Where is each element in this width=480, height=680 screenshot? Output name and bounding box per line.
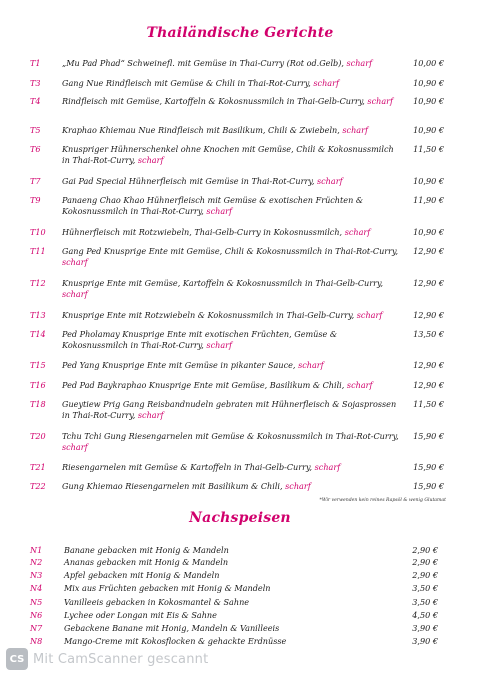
thai-section-title: Thailändische Gerichte [146, 25, 334, 41]
item-price: 12,90 € [413, 360, 444, 370]
item-name: Ananas gebacken mit Honig & Mandeln [64, 557, 229, 567]
item-price: 3,90 € [412, 623, 438, 633]
item-code: N4 [30, 583, 43, 593]
item-description [62, 195, 404, 216]
item-price: 10,00 € [413, 58, 444, 68]
item-price: 12,90 € [413, 246, 444, 256]
item-price: 10,90 € [413, 78, 444, 88]
dessert-section-title: Nachspeisen [189, 510, 291, 526]
item-code: N8 [30, 636, 43, 646]
item-name: Ped Yang Knusprige Ente mit Gemüse in pikanter Sauce, [62, 360, 296, 370]
spicy-label: scharf [346, 58, 373, 68]
item-description [62, 227, 404, 238]
item-price: 15,90 € [413, 462, 444, 472]
spicy-label: scharf [62, 256, 88, 267]
item-price: 4,50 € [412, 610, 438, 620]
item-name: Lychee oder Longan mit Eis & Sahne [64, 610, 217, 620]
item-description [64, 557, 384, 568]
item-name: Knuspriger Hühnerschenkel ohne Knochen mit Gemüse, Chili & Kokosnussmilch in Thai-Rot-Curry, [62, 144, 394, 165]
item-code: T10 [30, 227, 46, 237]
item-name: Ped Pholamay Knusprige Ente mit exotischen Früchten, Gemüse & Kokosnussmilch in Thai-Rot-Curry, [62, 329, 338, 350]
item-price: 11,50 € [413, 144, 444, 154]
item-price: 10,90 € [413, 96, 444, 106]
item-code: T9 [30, 195, 41, 205]
item-price: 15,90 € [413, 481, 444, 491]
item-name: Ped Pad Baykraphao Knusprige Ente mit Gemüse, Basilikum & Chili, [62, 380, 345, 390]
item-price: 3,50 € [412, 597, 438, 607]
spicy-label: scharf [344, 227, 371, 237]
item-description [62, 246, 404, 267]
item-code: T1 [30, 58, 41, 68]
item-description [62, 399, 404, 420]
spicy-label: scharf [356, 310, 383, 320]
item-name: Rindfleisch mit Gemüse, Kartoffeln & Kokosnussmilch in Thai-Gelb-Curry, [62, 96, 365, 106]
item-code: T5 [30, 125, 41, 135]
spicy-label: scharf [137, 409, 164, 420]
item-description [62, 360, 404, 371]
ingredients-note: *Wir verwenden kein reines Rapsöl & wenig Glutamat [319, 498, 446, 503]
item-name: Vanilleeis gebacken in Kokosmantel & Sahne [64, 597, 250, 607]
item-code: T7 [30, 176, 41, 186]
item-price: 11,90 € [413, 195, 444, 205]
item-price: 12,90 € [413, 278, 444, 288]
item-name: Gang Nue Rindfleisch mit Gemüse & Chili in Thai-Rot-Curry, [62, 78, 311, 88]
item-code: T4 [30, 96, 41, 106]
item-price: 10,90 € [413, 176, 444, 186]
spicy-label: scharf [342, 125, 368, 135]
item-price: 3,50 € [412, 583, 438, 593]
item-code: T15 [30, 360, 46, 370]
item-name: Riesengarnelen mit Gemüse & Kartoffeln in Thai-Gelb-Curry, [62, 462, 313, 472]
item-name: Gueytiew Prig Gang Reisbandnudeln gebraten mit Hühnerfleisch & Sojasprossen in Thai-Rot-Curry, [62, 399, 397, 420]
item-code: T18 [30, 399, 46, 409]
item-description [62, 462, 404, 473]
spicy-label: scharf [298, 360, 324, 370]
item-description [62, 310, 404, 321]
camscanner-logo: CS [6, 648, 28, 670]
item-code: T13 [30, 310, 46, 320]
spicy-label: scharf [206, 339, 233, 350]
item-description [62, 125, 404, 136]
item-description [62, 96, 404, 107]
item-description [62, 431, 404, 452]
item-code: N2 [30, 557, 43, 567]
spicy-label: scharf [62, 441, 88, 452]
item-code: N3 [30, 570, 43, 580]
item-name: Gai Pad Special Hühnerfleisch mit Gemüse in Thai-Rot-Curry, [62, 176, 315, 186]
item-description [64, 636, 384, 647]
spicy-label: scharf [285, 481, 311, 491]
item-code: T3 [30, 78, 41, 88]
item-price: 11,50 € [413, 399, 444, 409]
item-code: T16 [30, 380, 46, 390]
spicy-label: scharf [346, 380, 373, 390]
item-description [62, 278, 404, 299]
item-code: T22 [30, 481, 46, 491]
item-description [62, 144, 404, 165]
item-name: Gebackene Banane mit Honig, Mandeln & Vanilleeis [64, 623, 280, 633]
item-name: Gang Ped Knusprige Ente mit Gemüse, Chili & Kokosnussmilch in Thai-Rot-Curry, [62, 246, 399, 256]
item-name: Hühnerfleisch mit Rotzwiebeln, Thai-Gelb-Curry in Kokosnussmilch, [62, 227, 343, 237]
item-description [64, 610, 384, 621]
item-price: 2,90 € [412, 557, 438, 567]
item-price: 10,90 € [413, 227, 444, 237]
item-code: N7 [30, 623, 43, 633]
spicy-label: scharf [62, 288, 88, 299]
item-name: Banane gebacken mit Honig & Mandeln [64, 545, 229, 555]
item-code: T20 [30, 431, 46, 441]
watermark-text: Mit CamScanner gescannt [33, 651, 209, 667]
item-name: Mix aus Früchten gebacken mit Honig & Mandeln [64, 583, 271, 593]
item-price: 10,90 € [413, 125, 444, 135]
item-price: 15,90 € [413, 431, 444, 441]
item-price: 2,90 € [412, 545, 438, 555]
item-price: 13,50 € [413, 329, 444, 339]
item-name: Mango-Creme mit Kokosflocken & gehackte Erdnüsse [64, 636, 287, 646]
spicy-label: scharf [367, 96, 394, 106]
item-description [62, 176, 404, 187]
item-name: Gung Khiemao Riesengarnelen mit Basilikum & Chili, [62, 481, 283, 491]
item-code: N5 [30, 597, 43, 607]
item-description [62, 78, 404, 89]
item-description [64, 545, 384, 556]
item-code: T6 [30, 144, 41, 154]
item-code: T14 [30, 329, 46, 339]
item-code: N6 [30, 610, 43, 620]
item-description [64, 623, 384, 634]
item-description [62, 329, 404, 350]
item-description [62, 481, 404, 492]
item-code: T21 [30, 462, 46, 472]
item-description [64, 570, 384, 581]
item-code: N1 [30, 545, 43, 555]
spicy-label: scharf [314, 462, 341, 472]
item-description [62, 380, 404, 391]
item-name: Knusprige Ente mit Rotzwiebeln & Kokosnussmilch in Thai-Gelb-Curry, [62, 310, 355, 320]
item-price: 2,90 € [412, 570, 438, 580]
spicy-label: scharf [316, 176, 343, 186]
item-description [62, 58, 404, 69]
item-name: „Mu Pad Phad“ Schweinefl. mit Gemüse in Thai-Curry (Rot od.Gelb), [62, 58, 344, 68]
spicy-label: scharf [206, 205, 233, 216]
item-price: 3,90 € [412, 636, 438, 646]
item-code: T11 [30, 246, 46, 256]
item-description [64, 597, 384, 608]
spicy-label: scharf [137, 154, 164, 165]
item-name: Panaeng Chao Khao Hühnerfleisch mit Gemüse & exotischen Früchten & Kokosnussmilch in Thai-Rot-Curry, [62, 195, 364, 216]
item-name: Apfel gebacken mit Honig & Mandeln [64, 570, 220, 580]
item-description [64, 583, 384, 594]
item-code: T12 [30, 278, 46, 288]
camscanner-watermark [6, 646, 208, 672]
item-name: Kraphao Khiemau Nue Rindfleisch mit Basilikum, Chili & Zwiebeln, [62, 125, 340, 135]
item-price: 12,90 € [413, 310, 444, 320]
spicy-label: scharf [313, 78, 339, 88]
item-name: Tchu Tchi Gung Riesengarnelen mit Gemüse & Kokosnussmilch in Thai-Rot-Curry, [62, 431, 399, 441]
item-name: Knusprige Ente mit Gemüse, Kartoffeln & Kokosnussmilch in Thai-Gelb-Curry, [62, 278, 384, 288]
item-price: 12,90 € [413, 380, 444, 390]
